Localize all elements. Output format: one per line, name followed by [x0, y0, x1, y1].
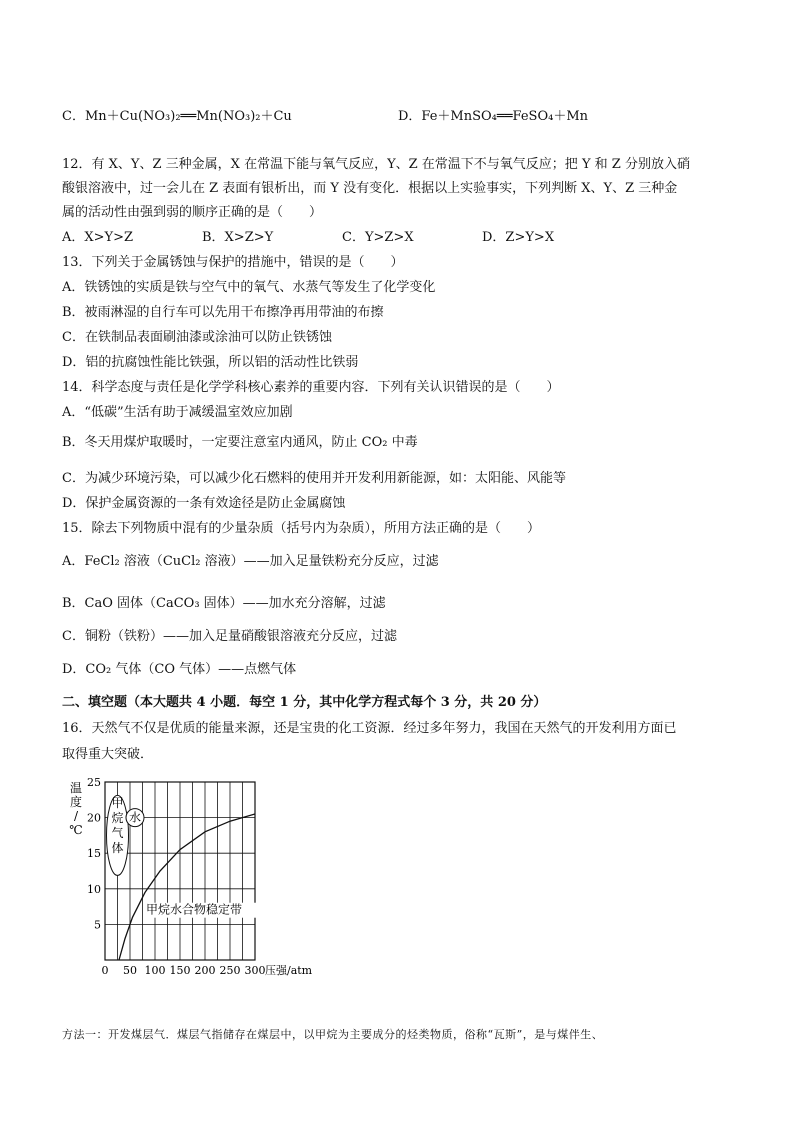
method1-text: 方法一：开发煤层气．煤层气指储存在煤层中，以甲烷为主要成分的烃类物质，俗称“瓦斯”，是与煤伴生、	[62, 1028, 604, 1041]
x-tick-label: 50	[123, 964, 137, 977]
q12-stem-line3: 属的活动性由强到弱的顺序正确的是（ ）	[62, 205, 323, 220]
q13-stem: 13．下列关于金属锈蚀与保护的措施中，错误的是（ ）	[62, 255, 404, 270]
q15-option-a: A．FeCl₂ 溶液（CuCl₂ 溶液）——加入足量铁粉充分反应，过滤	[62, 554, 439, 569]
q11-option-c: C．Mn＋Cu(NO₃)₂══Mn(NO₃)₂＋Cu	[62, 109, 292, 124]
q12-option-d: D．Z>Y>X	[482, 230, 555, 245]
x-tick-label: 200	[194, 964, 216, 977]
q16-stem-line1: 16．天然气不仅是优质的能量来源，还是宝贵的化工资源．经过多年努力，我国在天然气的开发利用方面已	[62, 721, 677, 736]
x-axis-label: 压强/atm	[265, 964, 313, 977]
hydrate-region-label: 甲烷水合物稳定带	[146, 902, 243, 917]
q12-option-c: C．Y>Z>X	[342, 230, 414, 245]
q15-option-b: B．CaO 固体（CaCO₃ 固体）——加水充分溶解，过滤	[62, 596, 386, 611]
q13-option-b: B．被雨淋湿的自行车可以先用干布擦净再用带油的布擦	[62, 305, 384, 320]
q15-option-c: C．铜粉（铁粉）——加入足量硝酸银溶液充分反应，过滤	[62, 629, 397, 644]
q14-option-b: B．冬天用煤炉取暖时，一定要注意室内通风，防止 CO₂ 中毒	[62, 435, 418, 450]
q12-option-a: A．X>Y>Z	[62, 230, 134, 245]
x-tick-label: 300	[244, 964, 266, 977]
gas-region-label: 甲烷气体	[111, 795, 124, 855]
q13-option-a: A．铁锈蚀的实质是铁与空气中的氧气、水蒸气等发生了化学变化	[62, 280, 436, 295]
q13-option-d: D．铝的抗腐蚀性能比铁强，所以铝的活动性比铁弱	[62, 355, 359, 370]
q14-option-d: D．保护金属资源的一条有效途径是防止金属腐蚀	[62, 496, 346, 511]
y-tick-label: 10	[87, 882, 101, 896]
q14-option-c: C．为减少环境污染，可以减少化石燃料的使用并开发利用新能源，如：太阳能、风能等	[62, 471, 566, 486]
y-tick-label: 25	[87, 776, 101, 789]
y-tick-label: 20	[87, 811, 101, 825]
y-tick-label: 15	[87, 847, 101, 861]
x-tick-label: 100	[144, 964, 166, 977]
q13-option-c: C．在铁制品表面刷油漆或涂油可以防止铁锈蚀	[62, 330, 332, 345]
q12-option-b: B．X>Z>Y	[202, 230, 274, 245]
hydrate-stability-chart	[60, 770, 340, 985]
q15-stem: 15．除去下列物质中混有的少量杂质（括号内为杂质），所用方法正确的是（ ）	[62, 521, 541, 536]
section-heading: 二、填空题（本大题共 4 小题．每空 1 分，其中化学方程式每个 3 分，共 20 分）	[62, 695, 547, 710]
q12-stem-line1: 12．有 X、Y、Z 三种金属，X 在常温下能与氧气反应，Y、Z 在常温下不与氧气反应；把 Y 和 Z 分别放入硝	[62, 157, 690, 172]
q12-stem-line2: 酸银溶液中，过一会儿在 Z 表面有银析出，而 Y 没有变化．根据以上实验事实，下列判断 X、Y、Z 三种金	[62, 181, 678, 196]
x-tick-label: 150	[169, 964, 191, 977]
q11-option-d: D．Fe＋MnSO₄══FeSO₄＋Mn	[398, 109, 588, 124]
water-region-label: 水	[128, 810, 142, 825]
x-tick-label: 250	[219, 964, 241, 977]
x-tick-label: 0	[101, 964, 109, 977]
q14-stem: 14．科学态度与责任是化学学科核心素养的重要内容．下列有关认识错误的是（ ）	[62, 380, 560, 395]
q14-option-a: A．“低碳”生活有助于减缓温室效应加剧	[62, 405, 293, 420]
y-tick-label: 5	[94, 918, 101, 932]
y-axis-label: 温度/ ℃	[69, 781, 83, 837]
stability-curve	[119, 814, 255, 960]
q15-option-d: D．CO₂ 气体（CO 气体）——点燃气体	[62, 662, 297, 677]
q16-stem-line2: 取得重大突破．	[62, 747, 154, 762]
